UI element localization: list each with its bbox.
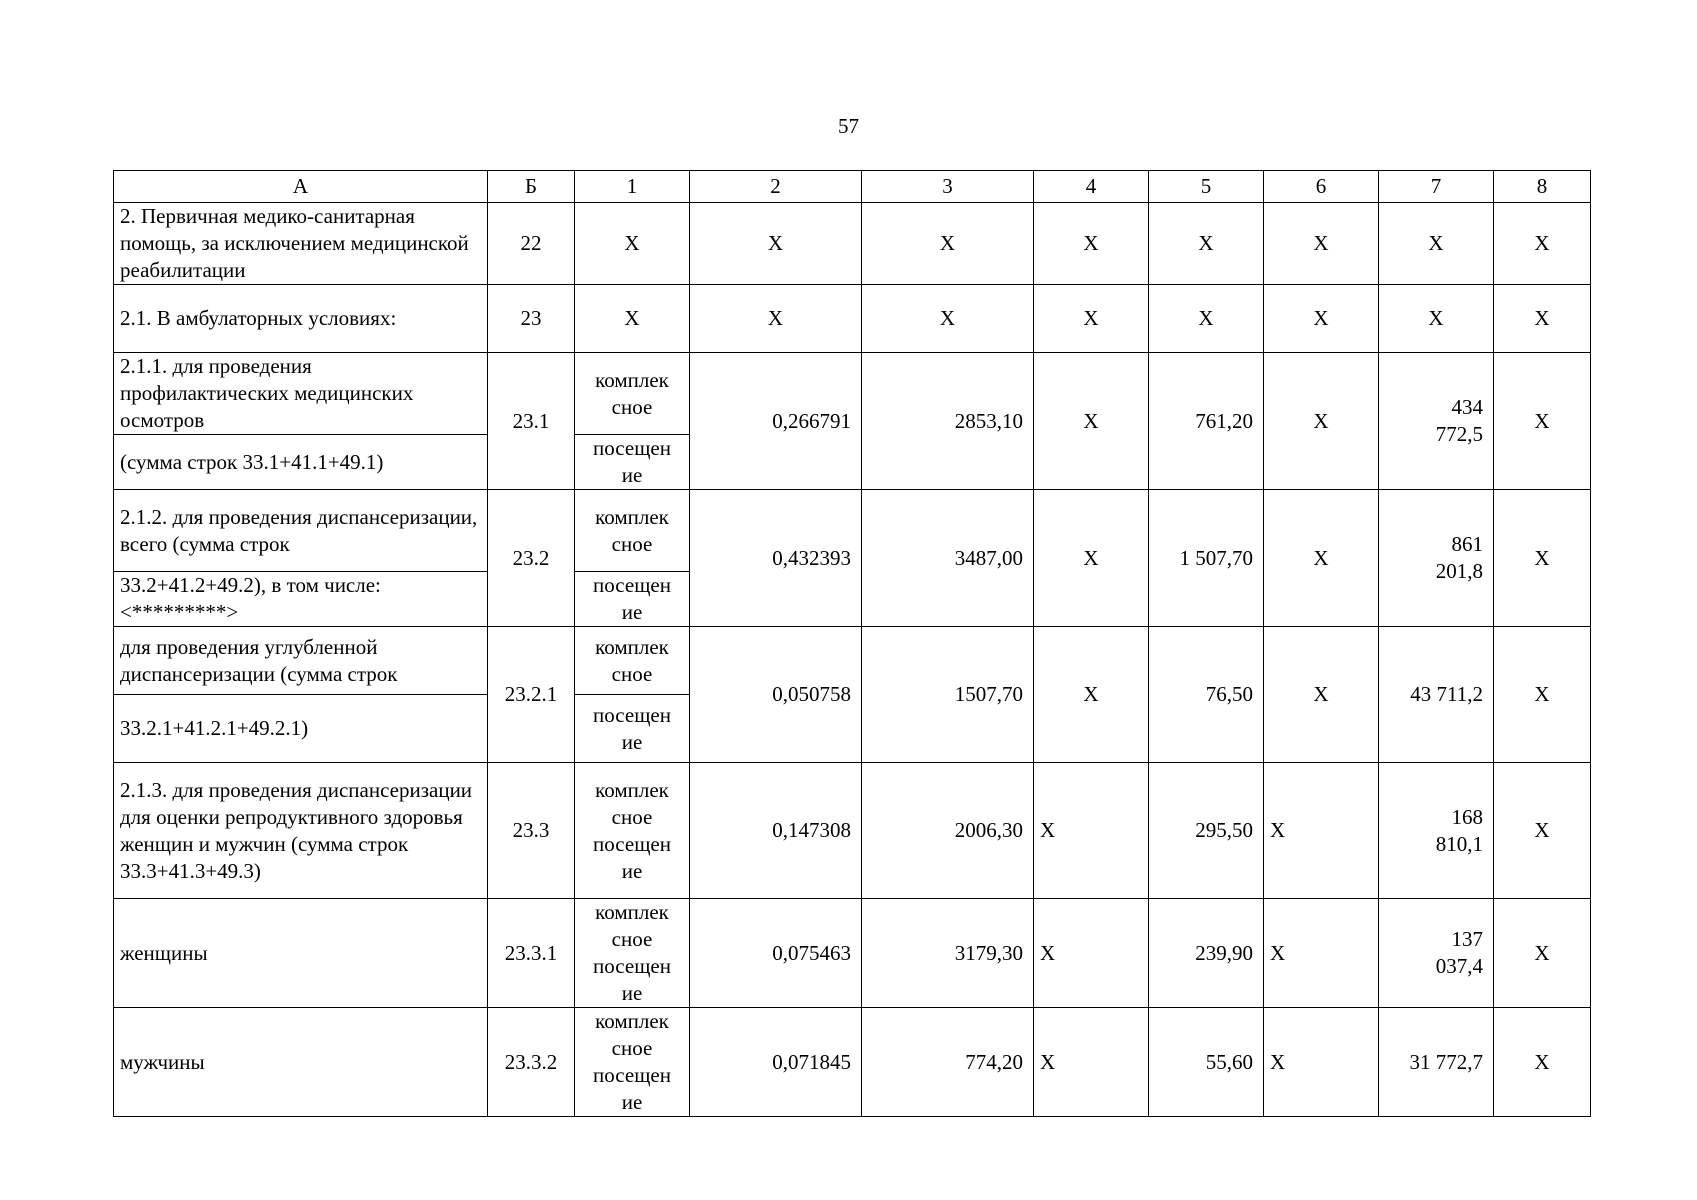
cell-col2: 0,432393	[690, 490, 862, 627]
unit-cell: комплек сное	[575, 353, 690, 435]
cell-col5: X	[1149, 285, 1264, 353]
cell-col8: X	[1494, 1008, 1591, 1117]
row-label: 2.1.2. для проведения диспансеризации, всего (сумма строк	[114, 490, 488, 572]
unit-cell: комплек сное посещен ие	[575, 763, 690, 899]
cell-col3: 3487,00	[862, 490, 1034, 627]
row-label: для проведения углубленной диспансеризации (сумма строк	[114, 627, 488, 695]
cell-col4: X	[1034, 1008, 1149, 1117]
data-table	[113, 170, 1591, 1117]
cell-col2: 0,075463	[690, 899, 862, 1008]
row-label: женщины	[114, 899, 488, 1008]
table-row	[114, 763, 1591, 899]
row-code: 23.3	[488, 763, 575, 899]
cell-col8: X	[1494, 203, 1591, 285]
cell-col2: X	[690, 285, 862, 353]
table-row	[114, 490, 1591, 572]
row-code: 23.2	[488, 490, 575, 627]
cell-col8: X	[1494, 490, 1591, 627]
cell-col7: 137 037,4	[1379, 899, 1494, 1008]
row-label: 2.1.1. для проведения профилактических медицинских осмотров	[114, 353, 488, 435]
cell-col5: 55,60	[1149, 1008, 1264, 1117]
cell-col6: X	[1264, 1008, 1379, 1117]
header-row	[114, 171, 1591, 203]
unit-cell: комплек сное посещен ие	[575, 899, 690, 1008]
row-label-cont: 33.2+41.2+49.2), в том числе: <*********>	[114, 572, 488, 627]
cell-col5: 1 507,70	[1149, 490, 1264, 627]
header-cell: Б	[488, 171, 575, 203]
cell-col6: X	[1264, 899, 1379, 1008]
cell-col6: X	[1264, 203, 1379, 285]
cell-col6: X	[1264, 763, 1379, 899]
cell-col2: 0,266791	[690, 353, 862, 490]
table-row	[114, 1008, 1591, 1117]
cell-col8: X	[1494, 353, 1591, 490]
cell-col4: X	[1034, 203, 1149, 285]
cell-col6: X	[1264, 353, 1379, 490]
row-code: 23.1	[488, 353, 575, 490]
row-code: 23.3.1	[488, 899, 575, 1008]
cell-col4: X	[1034, 763, 1149, 899]
header-cell: 3	[862, 171, 1034, 203]
row-code: 22	[488, 203, 575, 285]
row-label-cont: (сумма строк 33.1+41.1+49.1)	[114, 435, 488, 490]
cell-col5: 761,20	[1149, 353, 1264, 490]
header-cell: 1	[575, 171, 690, 203]
cell-col3: 2006,30	[862, 763, 1034, 899]
cell-col7: 31 772,7	[1379, 1008, 1494, 1117]
header-cell: 5	[1149, 171, 1264, 203]
cell-col8: X	[1494, 627, 1591, 763]
table-row	[114, 285, 1591, 353]
cell-col5: 295,50	[1149, 763, 1264, 899]
table-row	[114, 203, 1591, 285]
cell-col7: 168 810,1	[1379, 763, 1494, 899]
header-cell: 8	[1494, 171, 1591, 203]
row-code: 23.2.1	[488, 627, 575, 763]
table-row	[114, 353, 1591, 435]
table-row	[114, 627, 1591, 695]
table-row	[114, 899, 1591, 1008]
row-label-cont: 33.2.1+41.2.1+49.2.1)	[114, 695, 488, 763]
cell-col3: 3179,30	[862, 899, 1034, 1008]
cell-col3: X	[862, 285, 1034, 353]
cell-col7: 43 711,2	[1379, 627, 1494, 763]
cell-col7: 861 201,8	[1379, 490, 1494, 627]
cell-col4: X	[1034, 353, 1149, 490]
cell-col2: 0,071845	[690, 1008, 862, 1117]
cell-col3: X	[862, 203, 1034, 285]
cell-col4: X	[1034, 285, 1149, 353]
row-code: 23.3.2	[488, 1008, 575, 1117]
cell-col6: X	[1264, 627, 1379, 763]
cell-col8: X	[1494, 763, 1591, 899]
cell-col7: X	[1379, 203, 1494, 285]
cell-col8: X	[1494, 285, 1591, 353]
unit-cell: комплек сное	[575, 490, 690, 572]
unit-cell: посещен ие	[575, 572, 690, 627]
header-cell: 4	[1034, 171, 1149, 203]
header-cell: 2	[690, 171, 862, 203]
row-label: мужчины	[114, 1008, 488, 1117]
page-number: 57	[838, 114, 859, 138]
row-label: 2. Первичная медико-санитарная помощь, за исключением медицинской реабилитации	[114, 203, 488, 285]
header-cell: 7	[1379, 171, 1494, 203]
row-code: 23	[488, 285, 575, 353]
cell-col6: X	[1264, 285, 1379, 353]
cell-col8: X	[1494, 899, 1591, 1008]
cell-col3: 2853,10	[862, 353, 1034, 490]
unit-cell: комплек сное посещен ие	[575, 1008, 690, 1117]
cell-col7: 434 772,5	[1379, 353, 1494, 490]
header-cell: А	[114, 171, 488, 203]
header-cell: 6	[1264, 171, 1379, 203]
cell-col6: X	[1264, 490, 1379, 627]
cell-col5: 239,90	[1149, 899, 1264, 1008]
unit-cell: посещен ие	[575, 695, 690, 763]
cell-col4: X	[1034, 627, 1149, 763]
cell-col3: 1507,70	[862, 627, 1034, 763]
cell-col1: X	[575, 203, 690, 285]
cell-col3: 774,20	[862, 1008, 1034, 1117]
cell-col2: 0,147308	[690, 763, 862, 899]
cell-col7: X	[1379, 285, 1494, 353]
row-label: 2.1. В амбулаторных условиях:	[114, 285, 488, 353]
unit-cell: посещен ие	[575, 435, 690, 490]
row-label: 2.1.3. для проведения диспансеризации для оценки репродуктивного здоровья женщин и мужчин (сумма строк 33.3+41.3+49.3)	[114, 763, 488, 899]
cell-col4: X	[1034, 490, 1149, 627]
cell-col5: 76,50	[1149, 627, 1264, 763]
cell-col5: X	[1149, 203, 1264, 285]
cell-col1: X	[575, 285, 690, 353]
unit-cell: комплек сное	[575, 627, 690, 695]
cell-col2: X	[690, 203, 862, 285]
cell-col4: X	[1034, 899, 1149, 1008]
cell-col2: 0,050758	[690, 627, 862, 763]
